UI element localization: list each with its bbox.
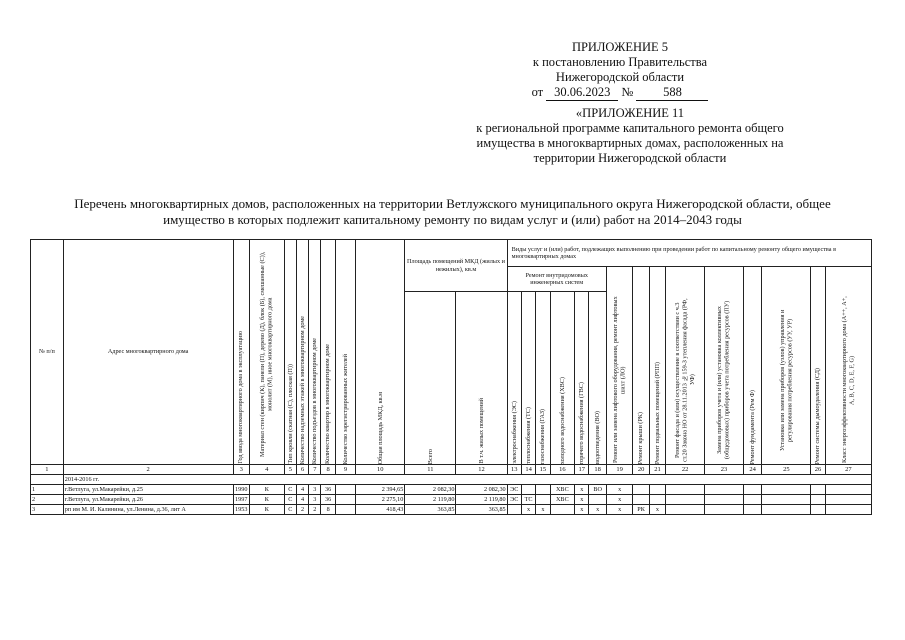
cell-no: 3 bbox=[31, 505, 64, 515]
cell-gvs: х bbox=[575, 495, 589, 505]
cell-lo: х bbox=[606, 505, 633, 515]
cell-cls bbox=[825, 485, 871, 495]
cell-premises-living: 2 082,30 bbox=[456, 485, 507, 495]
cell-apartments: 36 bbox=[321, 485, 335, 495]
cell-premises-total: 2 119,80 bbox=[405, 495, 456, 505]
header-meters: Замена приборов учета и (или) установка коллективных (общедомовых) приборов учета потребления ресурсов (ПУ) bbox=[705, 267, 744, 465]
column-number: 16 bbox=[550, 465, 575, 475]
appendix-5-block bbox=[450, 40, 790, 101]
table-row bbox=[31, 505, 872, 515]
cell-material: К bbox=[249, 495, 284, 505]
cell-roof: С bbox=[284, 505, 296, 515]
table-row bbox=[31, 495, 872, 505]
column-number: 1 bbox=[31, 465, 64, 475]
cell-rf bbox=[666, 485, 705, 495]
cell-material: К bbox=[249, 485, 284, 495]
cell-es: ЭС bbox=[507, 485, 521, 495]
header-sewer: водоотведения (ВО) bbox=[589, 292, 606, 465]
table-row bbox=[31, 485, 872, 495]
column-number: 4 bbox=[249, 465, 284, 475]
cell-hvs: ХВС bbox=[550, 485, 575, 495]
header-floors: Количество надземных этажей в многоквартирном доме bbox=[296, 240, 308, 465]
cell-address: рп им М. И. Калинина, ул.Ленина, д.36, лит А bbox=[63, 505, 233, 515]
column-number: 8 bbox=[321, 465, 335, 475]
cell-total-area: 2 275,10 bbox=[356, 495, 405, 505]
column-number: 9 bbox=[335, 465, 355, 475]
appendix-5-line2: к постановлению Правительства bbox=[532, 55, 708, 69]
cell-residents bbox=[335, 485, 355, 495]
column-number: 20 bbox=[633, 465, 649, 475]
cell-ts bbox=[521, 485, 535, 495]
header-facade: Ремонт фасада и (или) осуществление в соответствии с ч.3 ст.20 Закона НО от 28.11.2013 №159-З утепления фасада (РФ, УФ) bbox=[666, 267, 705, 465]
cell-gas bbox=[536, 495, 550, 505]
cell-roof: С bbox=[284, 495, 296, 505]
cell-lo: х bbox=[606, 495, 633, 505]
cell-apartments: 36 bbox=[321, 495, 335, 505]
header-foundation: Ремонт фундамента (Рем Ф) bbox=[743, 267, 761, 465]
cell-uu bbox=[762, 505, 811, 515]
cell-year: 1990 bbox=[235, 485, 248, 493]
cell-rpp bbox=[649, 495, 665, 505]
appendix-11-line3: имущества в многоквартирных домах, расположенных на bbox=[476, 136, 784, 150]
cell-pu bbox=[705, 495, 744, 505]
cell-gas bbox=[536, 485, 550, 495]
column-number: 18 bbox=[589, 465, 606, 475]
appendix-5-heading: ПРИЛОЖЕНИЕ 5 bbox=[571, 40, 669, 54]
column-number: 6 bbox=[296, 465, 308, 475]
cell-premises-living: 2 119,80 bbox=[456, 495, 507, 505]
cell-uu bbox=[762, 495, 811, 505]
column-number: 26 bbox=[811, 465, 825, 475]
cell-total-area: 418,43 bbox=[356, 505, 405, 515]
cell-no: 2 bbox=[31, 495, 64, 505]
column-number: 3 bbox=[233, 465, 249, 475]
from-label: от bbox=[531, 85, 544, 99]
header-smoke: Ремонт системы дымоудаления (СД) bbox=[811, 267, 825, 465]
column-number: 5 bbox=[284, 465, 296, 475]
header-works-group: Виды услуг и (или) работ, подлежащих выполнению при проведении работ по капитальному ремонту общего имущества в многоквартирных домах bbox=[507, 240, 871, 267]
header-residents: Количество зарегистрированных жителей bbox=[335, 240, 355, 465]
cell-residents bbox=[335, 495, 355, 505]
header-heat: теплоснабжения (ТС) bbox=[521, 292, 535, 465]
cell-rk bbox=[633, 495, 649, 505]
header-basement: Ремонт подвальных помещений (РПП) bbox=[649, 267, 665, 465]
cell-remf bbox=[743, 495, 761, 505]
cell-sd bbox=[811, 485, 825, 495]
cell-ts: х bbox=[521, 505, 535, 515]
column-number: 27 bbox=[825, 465, 871, 475]
column-number: 22 bbox=[666, 465, 705, 475]
period-label: 2014-2016 гг. bbox=[63, 475, 871, 485]
cell-cls bbox=[825, 505, 871, 515]
number-label: № bbox=[621, 85, 634, 99]
header-electric: электроснабжения (ЭС) bbox=[507, 292, 521, 465]
column-number: 14 bbox=[521, 465, 535, 475]
cell-address: г.Ветлуга, ул.Макарейки, д.25 bbox=[63, 485, 233, 495]
header-gas: газоснабжения (ГАЗ) bbox=[536, 292, 550, 465]
appendix-11-line4: территории Нижегородской области bbox=[533, 151, 727, 165]
cell-uu bbox=[762, 485, 811, 495]
appendix-11-block bbox=[440, 106, 820, 166]
column-number: 24 bbox=[743, 465, 761, 475]
cell-floors: 4 bbox=[296, 485, 308, 495]
cell-total-area: 2 394,65 bbox=[356, 485, 405, 495]
cell-rf bbox=[666, 495, 705, 505]
header-material: Материал стен (кирпич (К), панели (П), дерево (Д), блок (Б), смешанные (С)), монолит (М), иное многоквартирного дома bbox=[249, 240, 284, 465]
cell-rpp bbox=[649, 485, 665, 495]
cell-pu bbox=[705, 505, 744, 515]
column-number: 10 bbox=[356, 465, 405, 475]
cell-residents bbox=[335, 505, 355, 515]
header-control-units: Установка или замена приборов (узлов) управления и регулирования потребления ресурсов (УУ, УР) bbox=[762, 267, 811, 465]
cell-year: 1953 bbox=[235, 505, 248, 513]
cell-year: 1997 bbox=[235, 495, 248, 503]
header-address: Адрес многоквартирного дома bbox=[63, 240, 233, 465]
cell-roof: С bbox=[284, 485, 296, 495]
cell-hvs: ХВС bbox=[550, 495, 575, 505]
column-number: 19 bbox=[606, 465, 633, 475]
cell-gvs: х bbox=[575, 485, 589, 495]
period-cell-empty bbox=[31, 475, 64, 485]
cell-entrances: 2 bbox=[309, 505, 321, 515]
decree-date: 30.06.2023 bbox=[546, 85, 618, 101]
cell-pu bbox=[705, 485, 744, 495]
column-number: 11 bbox=[405, 465, 456, 475]
column-number: 12 bbox=[456, 465, 507, 475]
period-row bbox=[31, 475, 872, 485]
column-number: 13 bbox=[507, 465, 521, 475]
cell-lo: х bbox=[606, 485, 633, 495]
cell-gvs: х bbox=[575, 505, 589, 515]
cell-cls bbox=[825, 495, 871, 505]
column-number: 21 bbox=[649, 465, 665, 475]
header-cold-water: холодного водоснабжения (ХВС) bbox=[550, 292, 575, 465]
cell-hvs bbox=[550, 505, 575, 515]
decree-number: 588 bbox=[636, 85, 708, 101]
cell-rf bbox=[666, 505, 705, 515]
header-apartments: Количество квартир в многоквартирном доме bbox=[321, 240, 335, 465]
cell-premises-living: 363,85 bbox=[456, 505, 507, 515]
appendix-11-heading: «ПРИЛОЖЕНИЕ 11 bbox=[575, 106, 685, 120]
column-number: 15 bbox=[536, 465, 550, 475]
cell-entrances: 3 bbox=[309, 485, 321, 495]
cell-premises-total: 2 082,30 bbox=[405, 485, 456, 495]
title-line-2: имущество в которых подлежит капитальному ремонту по видам услуг и (или) работ на 2014–2043 годы bbox=[163, 212, 742, 227]
column-number: 23 bbox=[705, 465, 744, 475]
cell-remf bbox=[743, 505, 761, 515]
cell-apartments: 8 bbox=[321, 505, 335, 515]
cell-es bbox=[507, 505, 521, 515]
column-number-row bbox=[31, 465, 872, 475]
title-line-1: Перечень многоквартирных домов, расположенных на территории Ветлужского муниципального округа Нижегородской области, общее bbox=[74, 196, 831, 211]
column-number: 7 bbox=[309, 465, 321, 475]
cell-rpp: х bbox=[649, 505, 665, 515]
cell-floors: 2 bbox=[296, 505, 308, 515]
cell-ts: ТС bbox=[521, 495, 535, 505]
header-roof-repair: Ремонт крыши (РК) bbox=[633, 267, 649, 465]
header-premises-total: Всего bbox=[405, 292, 456, 465]
header-entrances: Количество подъездов в многоквартирном доме bbox=[309, 240, 321, 465]
cell-premises-total: 363,85 bbox=[405, 505, 456, 515]
cell-no: 1 bbox=[31, 485, 64, 495]
header-year: Год ввода многоквартирного дома в эксплуатацию bbox=[233, 240, 249, 465]
cell-floors: 4 bbox=[296, 495, 308, 505]
column-number: 2 bbox=[63, 465, 233, 475]
header-premises-group: Площадь помещений МКД (жилых и нежилых), кв.м bbox=[405, 240, 507, 292]
cell-sd bbox=[811, 505, 825, 515]
cell-rk: РК bbox=[633, 505, 649, 515]
header-premises-living: В т.ч. жилых помещений bbox=[456, 292, 507, 465]
cell-gas: х bbox=[536, 505, 550, 515]
column-number: 17 bbox=[575, 465, 589, 475]
cell-vo bbox=[589, 495, 606, 505]
column-number: 25 bbox=[762, 465, 811, 475]
header-elevator: Ремонт или замена лифтового оборудования, ремонт лифтовых шахт (ЛО) bbox=[606, 267, 633, 465]
header-total-area: Общая площадь МКД, кв.м bbox=[356, 240, 405, 465]
header-roof: Тип кровли (скатная (С), плоская (П)) bbox=[284, 240, 296, 465]
cell-address: г.Ветлуга, ул.Макарейки, д.26 bbox=[63, 495, 233, 505]
cell-sd bbox=[811, 495, 825, 505]
header-hot-water: горячего водоснабжения (ГВС) bbox=[575, 292, 589, 465]
cell-vo: х bbox=[589, 505, 606, 515]
header-energy-class: Класс энергоэффективности многоквартирного дома (А++, А+, А, В, С, D, E, F, G) bbox=[825, 267, 871, 465]
appendix-5-date-line bbox=[450, 85, 790, 101]
cell-es: ЭС bbox=[507, 495, 521, 505]
repair-table bbox=[30, 239, 872, 515]
cell-rk bbox=[633, 485, 649, 495]
cell-remf bbox=[743, 485, 761, 495]
header-systems-group: Ремонт внутридомовых инженерных систем bbox=[507, 267, 606, 292]
appendix-5-line3: Нижегородской области bbox=[555, 70, 685, 84]
table-body bbox=[31, 465, 872, 515]
appendix-11-line2: к региональной программе капитального ремонта общего bbox=[476, 121, 784, 135]
cell-entrances: 3 bbox=[309, 495, 321, 505]
cell-vo: ВО bbox=[589, 485, 606, 495]
document-title bbox=[50, 196, 855, 228]
cell-material: К bbox=[249, 505, 284, 515]
header-no: № п/п bbox=[31, 240, 64, 465]
